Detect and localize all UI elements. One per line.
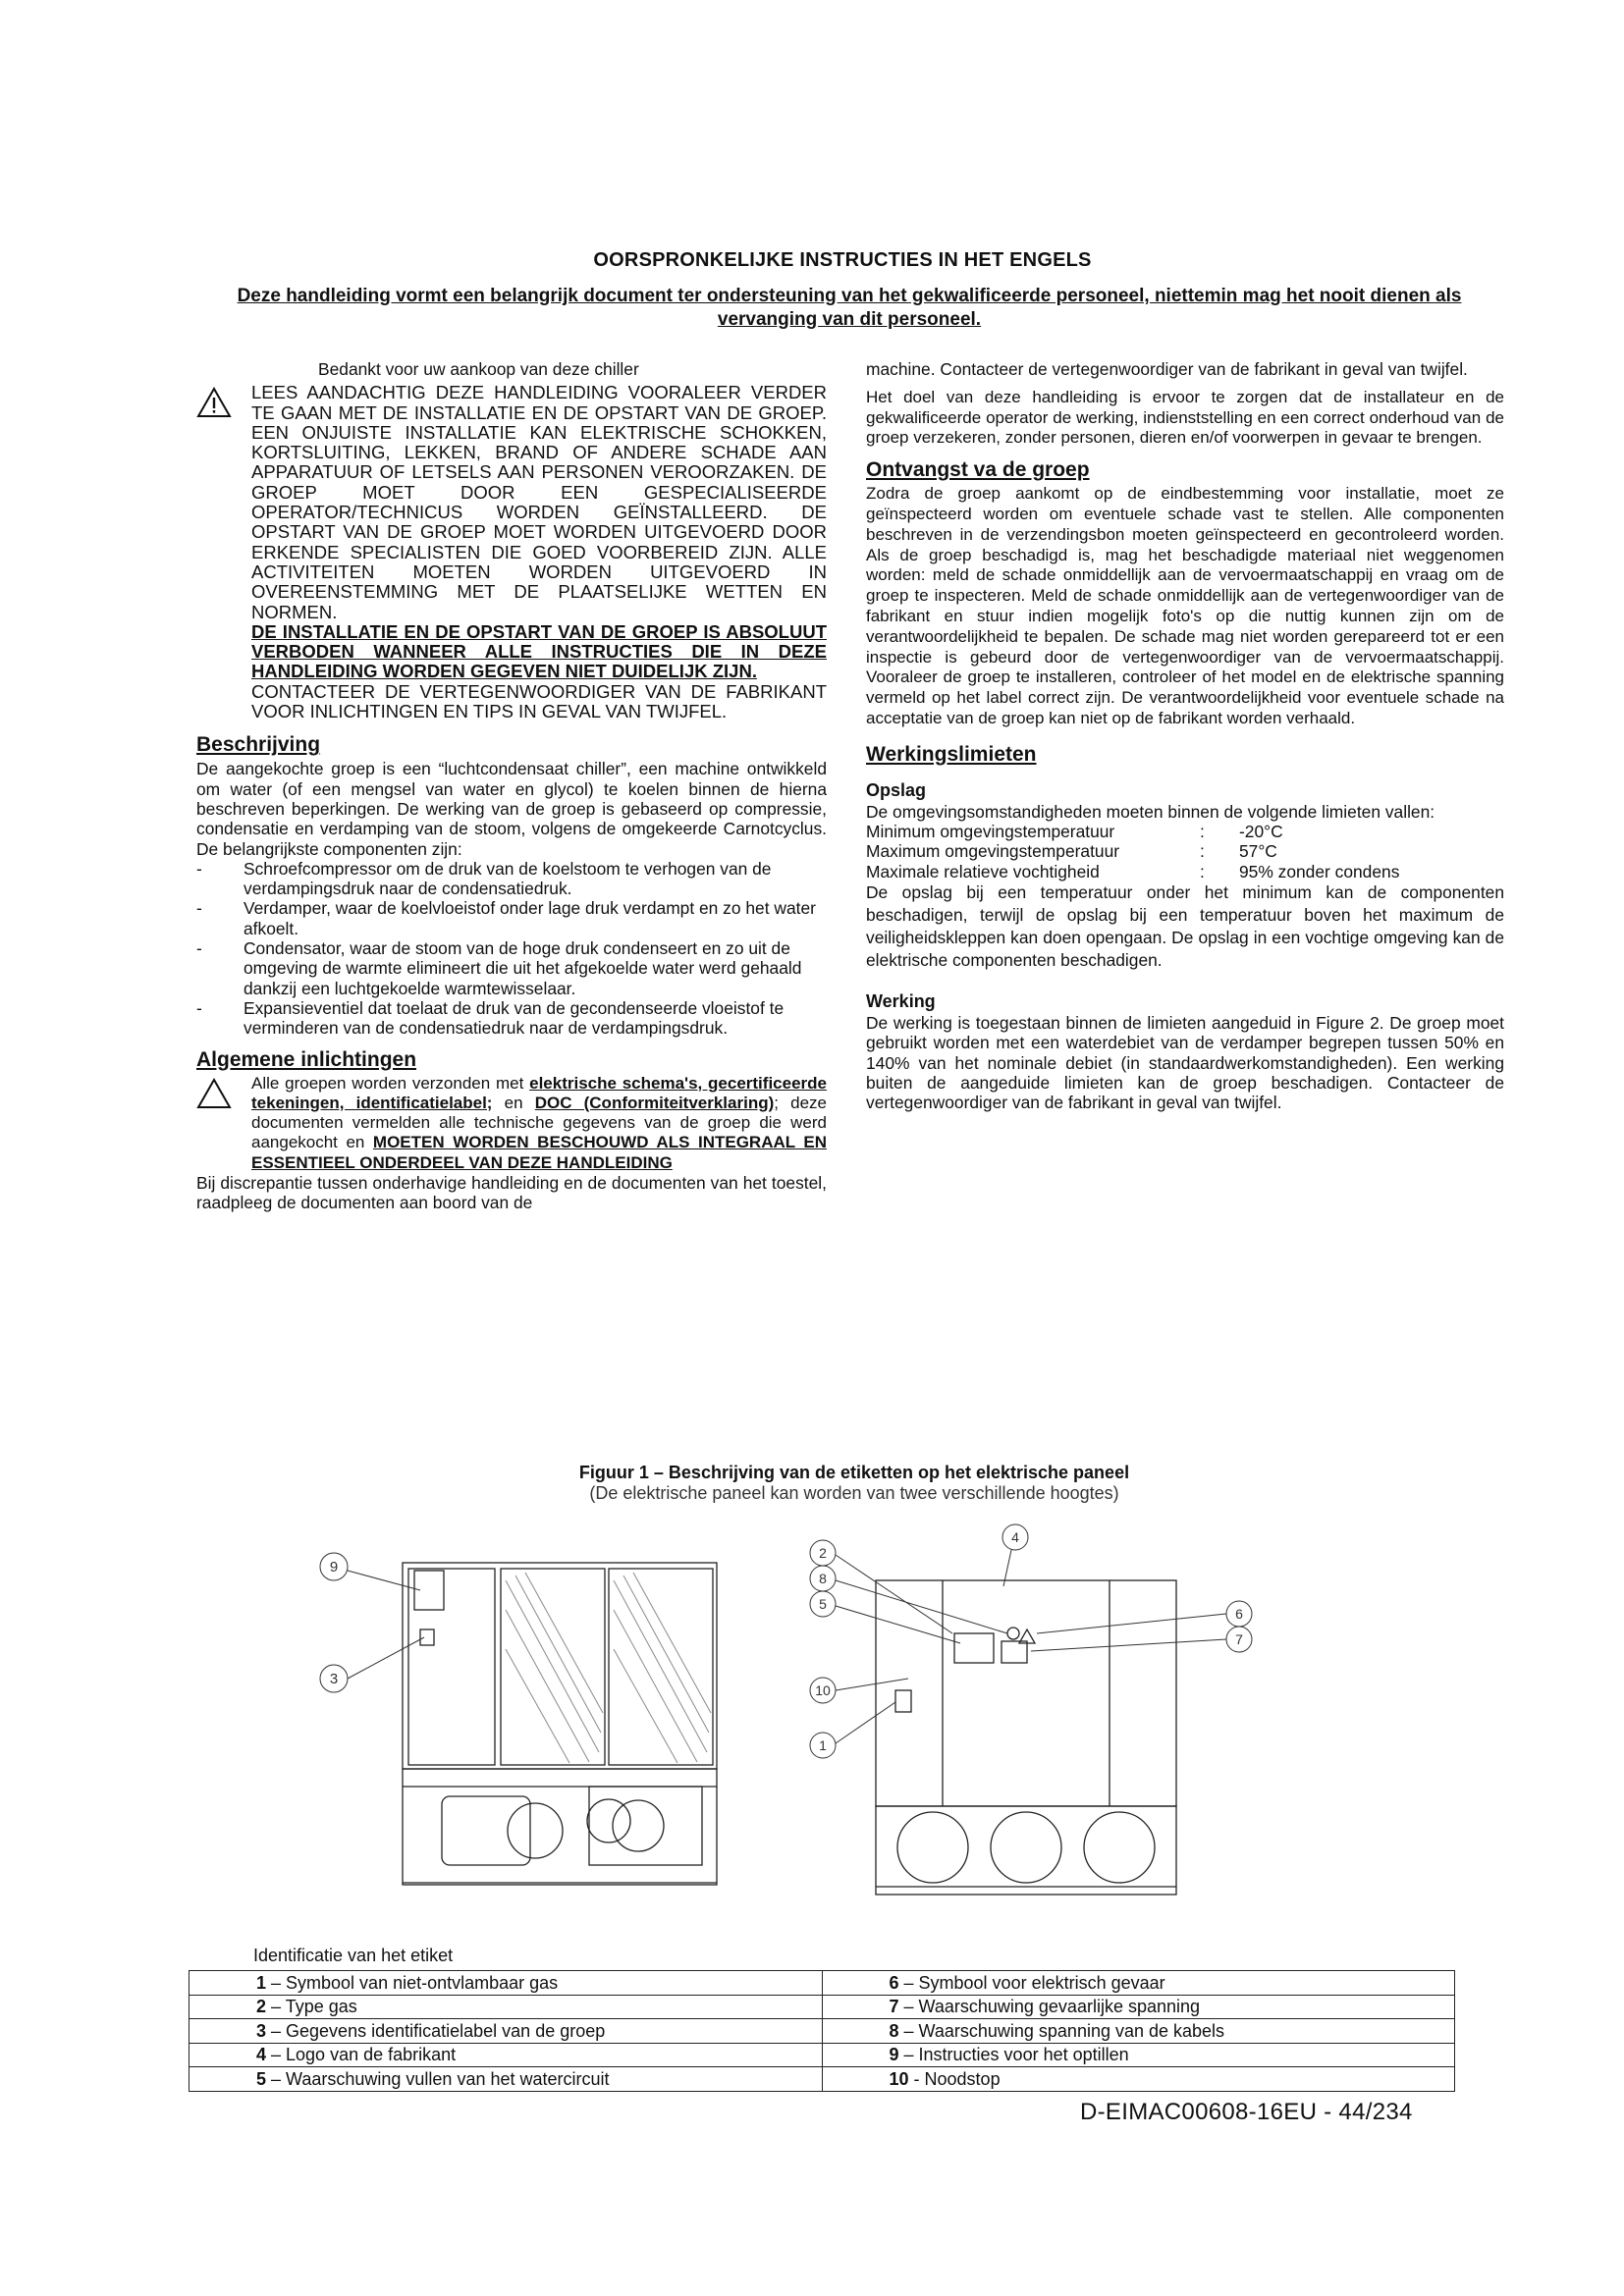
label-text: – Waarschuwing spanning van de kabels [898,2020,1225,2041]
docs-link-schemas[interactable]: elektrische schema's, gecertificeerde tekeningen, identificatielabel; [251,1073,827,1112]
table-row [189,1995,1455,2019]
label-number: 1 [256,1972,267,1993]
limit-sep: : [1200,841,1205,862]
label-number: 6 [889,1972,899,1993]
label-text: – Symbool van niet-ontvlambaar gas [266,1972,559,1993]
list-item: - Schroefcompressor om de druk van de koelstoom te verhogen van de verdampingsdruk naar de condensatiedruk. [196,859,827,899]
callout-number: 5 [819,1596,827,1612]
callout-number: 4 [1011,1529,1019,1545]
section-algemene-inlichtingen: Algemene inlichtingen [196,1047,417,1071]
callout-number: 2 [819,1545,827,1561]
label-number: 9 [889,2045,899,2065]
callout-number: 9 [329,1559,339,1575]
list-item: - Verdamper, waar de koelvloeistof onder lage druk verdampt en zo het water afkoelt. [196,898,827,938]
table-row [189,2043,1455,2067]
install-warning [196,383,827,721]
warning-bold-text: DE INSTALLATIE EN DE OPSTART VAN DE GROEP IS ABSOLUUT VERBODEN WANNEER ALLE INSTRUCTIES DIE IN DEZE HANDLEIDING WORDEN GEGEVEN NIET DUIDELIJK ZIJN. [251,620,827,682]
table-cell [189,2067,823,2092]
limit-value: 57°C [1239,841,1277,862]
limit-value: 95% zonder condens [1239,861,1400,881]
table-cell [189,2043,823,2067]
chiller-side-view [295,1531,736,1924]
labels-heading: Identificatie van het etiket [253,1946,454,1965]
werking-text: De werking is toegestaan binnen de limieten aangeduid in Figure 2. De groep moet gebruikt worden met een waterdebiet van de verdamper begrepen tussen 50% en 140% van het nominale debiet (in standaardwerkomstandigheden). Een werking buiten de aangeduide limieten kan de groep beschadigen. Contacteer de vertegenwoordiger van de fabrikant in geval van twijfel. [866,1012,1504,1113]
warning-caps-text: LEES AANDACHTIG DEZE HANDLEIDING VOORALEER VERDER TE GAAN MET DE INSTALLATIE EN DE OPSTART VAN DE GROEP. EEN ONJUISTE INSTALLATIE KAN ELEKTRISCHE SCHOKKEN, KORTSLUITING, LEKKEN, BRAND OF ANDERE SCHADE AAN APPARATUUR OF LETSELS AAN PERSONEN VEROORZAKEN. DE GROEP MOET DOOR EEN GESPECIALISEERDE OPERATOR/TECHNICUS WORDEN GEÏNSTALLEERD. DE OPSTART VAN DE GROEP MOET WORDEN UITGEVOERD DOOR ERKENDE SPECIALISTEN DIE GOED VOORBEREID ZIJN. ALLE ACTIVITEITEN MOETEN WORDEN UITGEVOERD IN OVEREENSTEMMING MET DE PLAATSELIJKE WETTEN EN NORMEN. [251,382,827,622]
callout-number: 7 [1235,1631,1243,1647]
algemene-part-3: ; deze documenten vermelden alle technische gegevens van de groep die werd aangekocht en [251,1093,827,1152]
general-info-warning [196,1074,827,1173]
figure-subtitle: (De elektrische paneel kan worden van twee verschillende hoogtes) [589,1483,1119,1503]
right-column [866,359,1504,1112]
table-cell [822,2067,1455,2092]
table-cell [822,1995,1455,2019]
table-cell [189,1971,823,1996]
limits-table [866,822,1504,881]
labels-table [189,1970,1455,2092]
list-item: - Expansieventiel dat toelaat de druk van de gecondenseerde vloeistof te verminderen van de condensatiedruk naar de verdampingsdruk. [196,998,827,1039]
label-text: – Waarschuwing gevaarlijke spanning [898,1997,1201,2017]
table-row [189,2067,1455,2092]
label-number: 2 [256,1997,267,2017]
section-ontvangst: Ontvangst va de groep [866,458,1090,482]
limit-label: Maximum omgevingstemperatuur [866,841,1120,862]
figure-caption [0,1463,1624,1504]
label-number: 8 [889,2020,899,2041]
callout-number: 6 [1235,1606,1243,1622]
table-cell [189,2019,823,2044]
chiller-side-drawing [295,1531,736,1924]
doel-text: Het doel van deze handleiding is ervoor te zorgen dat de installateur en de gekwalificeerde operator de werking, indienststelling en een correct onderhoud van de groep verzekeren, zonder personen, dieren en/of voorwerpen in gevaar te brengen. [866,388,1504,447]
continued-text: machine. Contacteer de vertegenwoordiger van de fabrikant in geval van twijfel. [866,359,1468,379]
section-werkingslimieten: Werkingslimieten [866,742,1037,766]
left-column [196,359,827,1213]
section-beschrijving: Beschrijving [196,733,321,757]
warning-contact-text: CONTACTEER DE VERTEGENWOORDIGER VAN DE FABRIKANT VOOR INLICHTINGEN EN TIPS IN GEVAL VAN TWIJFEL. [251,680,827,722]
document-id: D-EIMAC00608-16EU - 44/234 [1080,2099,1413,2125]
table-cell [822,2019,1455,2044]
label-text: – Instructies voor het optillen [898,2045,1129,2065]
table-cell [189,1995,823,2019]
beschrijving-text: De aangekochte groep is een “luchtcondensaat chiller”, een machine ontwikkeld om water (of een mengsel van water en glycol) te koelen binnen de hierna beschreven beperkingen. De werking van de groep is gebaseerd op compressie, condensatie en verdamping van de stoom, volgens de omgekeerde Carnotcyclus. De belangrijkste componenten zijn: [196,759,827,859]
table-row [189,2019,1455,2044]
limit-label: Maximale relatieve vochtigheid [866,861,1100,881]
label-text: – Symbool voor elektrisch gevaar [898,1972,1165,1993]
limit-sep: : [1200,822,1205,842]
label-number: 5 [256,2068,267,2089]
section-opslag: Opslag [866,779,927,800]
ontvangst-text: Zodra de groep aankomt op de eindbestemming voor installatie, moet ze geïnspecteerd worden om eventuele schade vast te stellen. Alle componenten beschreven in de verzendingsbon moeten geïnspecteerd en gecontroleerd worden. Als de groep beschadigd is, mag het beschadigde materiaal niet weggenomen worden: meld de schade onmiddellijk aan de vervoermaatschappij en vraag om de groep te inspecteren. Meld de schade onmiddellijk aan de vertegenwoordiger van de fabrikant en stuur indien mogelijk foto's op die nuttig kunnen zijn om de verantwoordelijkheid te bepalen. De schade mag niet worden gerepareerd tot er een inspectie is gebeurd door de vertegenwoordiger van de vervoermaatschappij. Vooraleer de groep te installeren, controleer of het model en de elektrische spanning vermeld op het label correct zijn. De verantwoordelijkheid voor eventuele schade na acceptatie van de groep kan niet op de fabrikant worden verhaald. [866,484,1504,727]
discrepantie-text: Bij discrepantie tussen onderhavige handleiding en de documenten van het toestel, raadpleeg de documenten aan boord van de [196,1172,827,1213]
limit-value: -20°C [1239,822,1283,842]
algemene-part-1: Alle groepen worden verzonden met [251,1073,524,1093]
chiller-front-view [785,1523,1296,1916]
page-subtitle: Deze handleiding vormt een belangrijk document ter ondersteuning van het gekwalificeerde personeel, niettemin mag het nooit dienen als vervanging van dit personeel. [237,286,1462,330]
docs-link-doc[interactable]: DOC (Conformiteitverklaring) [534,1093,775,1112]
callout-number: 10 [815,1682,831,1698]
label-number: 7 [889,1997,899,2017]
figure-title: Figuur 1 – Beschrijving van de etiketten op het elektrische paneel [578,1463,1130,1482]
algemene-text [251,1074,827,1173]
label-text: – Waarschuwing vullen van het watercircuit [266,2068,610,2089]
label-number: 4 [256,2045,267,2065]
page-title: OORSPRONKELIJKE INSTRUCTIES IN HET ENGELS [593,249,1092,271]
label-number: 10 [889,2068,909,2089]
opslag-text: De opslag bij een temperatuur onder het minimum kan de componenten beschadigen, terwijl de opslag bij een temperatuur boven het maximum de veiligheidskleppen kan doen opengaan. De opslag in een vochtige omgeving kan de elektrische componenten beschadigen. [866,881,1504,970]
callout-number: 8 [819,1571,827,1586]
label-text: – Logo van de fabrikant [266,2045,457,2065]
label-number: 3 [256,2020,267,2041]
opslag-intro: De omgevingsomstandigheden moeten binnen de volgende limieten vallen: [866,801,1435,822]
thanks-text: Bedankt voor uw aankoop van deze chiller [318,359,639,379]
list-item: - Condensator, waar de stoom van de hoge druk condenseert en zo uit de omgeving de warmte elimineert die uit het afgekoelde water werd gehaald dankzij een luchtgekoelde warmtewisselaar. [196,938,827,998]
section-werking: Werking [866,990,936,1011]
table-cell [822,1971,1455,1996]
label-text: - Noodstop [908,2068,1001,2089]
warning-triangle-icon [196,383,236,422]
label-text: – Type gas [266,1997,357,2017]
callout-number: 3 [329,1671,339,1687]
algemene-bold: MOETEN WORDEN BESCHOUWD ALS INTEGRAAL EN ESSENTIEEL ONDERDEEL VAN DEZE HANDLEIDING [251,1133,827,1172]
table-cell [822,2043,1455,2067]
label-text: – Gegevens identificatielabel van de groep [266,2020,606,2041]
chiller-front-drawing [785,1523,1296,1916]
table-row [189,1971,1455,1996]
algemene-part-2: en [504,1093,523,1112]
limit-sep: : [1200,861,1205,881]
callout-number: 1 [819,1737,827,1753]
warning-triangle-icon [196,1074,236,1113]
limit-label: Minimum omgevingstemperatuur [866,822,1115,842]
components-list [196,859,827,1039]
